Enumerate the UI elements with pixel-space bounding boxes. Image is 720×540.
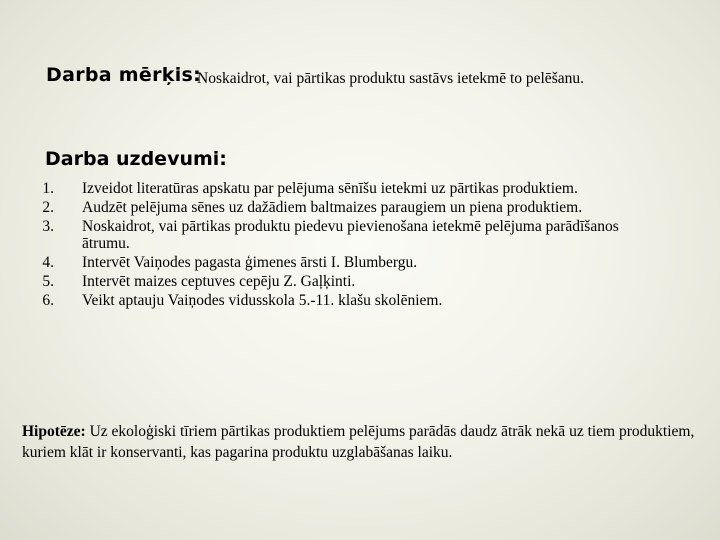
task-number: 3. — [42, 218, 54, 235]
task-item-1 — [30, 181, 630, 198]
task-text: Izveidot literatūras apskatu par pelējuma sēnīšu ietekmi uz pārtikas produktiem. — [82, 180, 578, 197]
task-text: Veikt aptauju Vaiņodes vidusskola 5.-11. klašu skolēniem. — [82, 291, 443, 309]
task-text: Intervēt Vaiņodes pagasta ģimenes ārsti I. Blumbergu. — [82, 253, 418, 271]
task-number: 4. — [42, 253, 54, 271]
task-list — [30, 181, 630, 312]
goal-heading: Darba mērķis: — [46, 64, 202, 86]
task-text: Noskaidrot, vai pārtikas produktu piedevu pievienošana ietekmē pelējuma parādīšanos ātrumu. — [82, 218, 619, 252]
task-item-6 — [30, 293, 630, 310]
hypothesis-label: Hipotēze: — [22, 422, 86, 440]
task-text: Audzēt pelējuma sēnes uz dažādiem baltmaizes paraugiem un piena produktiem. — [82, 199, 583, 216]
task-item-4 — [30, 255, 630, 272]
task-item-5 — [30, 274, 630, 291]
goal-text: Noskaidrot, vai pārtikas produktu sastāvs ietekmē to pelēšanu. — [197, 70, 584, 87]
task-item-3 — [30, 219, 630, 252]
tasks-heading: Darba uzdevumi: — [45, 148, 227, 170]
task-number: 6. — [42, 291, 54, 309]
task-number: 2. — [42, 199, 54, 216]
hypothesis-paragraph — [22, 421, 702, 463]
task-number: 5. — [42, 272, 54, 290]
hypothesis-text: Uz ekoloģiski tīriem pārtikas produktiem pelējums parādās daudz ātrāk nekā uz tiem produktiem, kuriem klāt ir konservanti, kas pagarina produktu uzglabāšanas laiku. — [22, 422, 695, 461]
task-item-2 — [30, 200, 630, 217]
task-number: 1. — [42, 180, 54, 197]
task-text: Intervēt maizes ceptuves cepēju Z. Gaļķinti. — [82, 272, 356, 290]
